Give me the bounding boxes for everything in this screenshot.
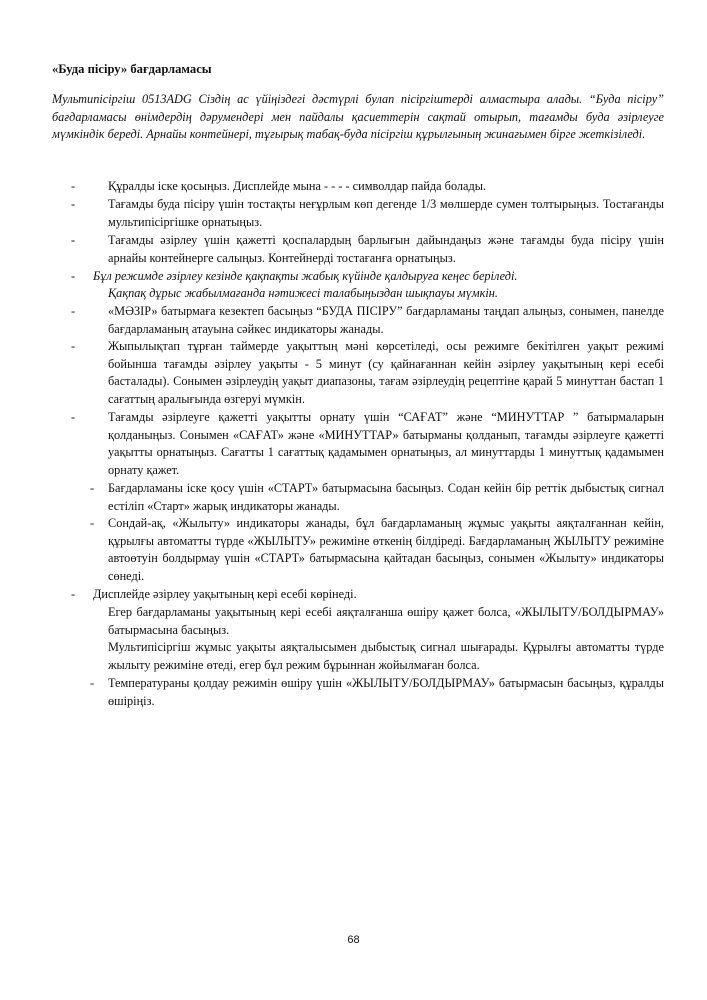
section-title: «Буда пісіру» бағдарламасы bbox=[52, 62, 212, 76]
list-item-note bbox=[108, 285, 664, 303]
list-dash: - bbox=[90, 516, 95, 530]
list-item-text: Температураны қолдау режимін өшіру үшін «ЖЫЛЫТУ/БОЛДЫРМАУ» батырмасын басыңыз, құралды өшіріңіз. bbox=[108, 676, 664, 708]
list-dash: - bbox=[71, 410, 76, 424]
list-item-text: Бұл режимде әзірлеу кезінде қақпақты жабық күйінде қалдыруға кеңес беріледі. bbox=[93, 269, 518, 283]
intro-paragraph: Мультипісіргіш 0513ADG Сіздің ас үйіңіздегі дәстүрлі булап пісіргіштерді алмастыра алады. “Буда пісіру” бағдарламасы өнімдердің дәрумендері мен пайдалы қасиеттерін сақтай отырып, тағамды буда әзірлеуге мүмкіндік береді. Арнайы контейнері, тұғырық табақ-буда пісіргіш құрылғының жинағымен бірге жеткізіледі. bbox=[52, 92, 664, 141]
list-item bbox=[71, 338, 664, 409]
list-dash: - bbox=[71, 269, 76, 283]
list-dash: - bbox=[90, 481, 95, 495]
page-number: 68 bbox=[347, 934, 360, 946]
list-item-text: Сондай-ақ, «Жылыту» индикаторы жанады, бұл бағдарламаның жұмыс уақыты аяқталғаннан кейін, құрылғы автоматты түрде «ЖЫЛЫТУ» режиміне өткенің білдіреді. Бағдарламаның ЖЫЛЫТУ режиміне автоөтуін болдырмау үшін «СТАРТ» батырмасына қайтадан басыңыз, сонымен «Жылыту» индикаторы сөнеді. bbox=[108, 516, 664, 584]
list-item-text: Жыпылықтап тұрған таймерде уақыттың мәні көрсетіледі, осы режимге бекітілген уақыт режимі бойынша тағамды әзірлеу уақыты - 5 минут (су қайнағаннан кейін әзірлеу уақытының кері есебі басталады). Сонымен әзірлеудің уақыт диапазоны, тағам әзірлеудің рецептіне қарай 5 минуттан бастап 1 сағаттың аралығында өзгеруі мүмкін. bbox=[108, 339, 664, 407]
list-item bbox=[71, 409, 664, 480]
list-item bbox=[90, 515, 664, 586]
list-dash: - bbox=[71, 304, 76, 318]
list-item-note: Егер бағдарламаны уақытының кері есебі аяқталғанша өшіру қажет болса, «ЖЫЛЫТУ/БОЛДЫРМАУ» батырмасына басыңыз. bbox=[108, 605, 664, 637]
list-item-note: Мультипісіргіш жұмыс уақыты аяқталысымен дыбыстық сигнал шығарады. Құрылғы автоматты түрде жылыту режиміне өтеді, егер бұл режим бұрыннан жойылмаған болса. bbox=[108, 640, 664, 672]
list-item-text: Тағамды әзірлеу үшін қажетті қоспалардың барлығын дайындаңыз және тағамды буда пісіру үшін арнайы контейнерге салыңыз. Контейнерді тостағанға орнатыңыз. bbox=[108, 233, 664, 265]
list-item bbox=[71, 178, 664, 196]
list-item bbox=[71, 232, 664, 267]
list-dash: - bbox=[71, 339, 76, 353]
list-item-text: Бағдарламаны іске қосу үшін «СТАРТ» батырмасына басыңыз. Содан кейін бір реттік дыбыстық сигнал естіліп «Старт» жарық индикаторы жанады. bbox=[108, 481, 664, 513]
list-item bbox=[71, 586, 664, 604]
list-item-text: Тағамды буда пісіру үшін тостақты неғұрлым көп дегенде 1/3 мөлшерде сумен толтырыңыз. Тостағанды мультипісіргішке орнатыңыз. bbox=[108, 197, 664, 229]
list-item bbox=[90, 675, 664, 710]
list-dash: - bbox=[90, 676, 95, 690]
list-item-text: Дисплейде әзірлеу уақытының кері есебі көрінеді. bbox=[93, 587, 357, 601]
list-dash: - bbox=[71, 179, 76, 193]
list-item bbox=[71, 268, 664, 286]
list-dash: - bbox=[71, 587, 76, 601]
list-item bbox=[71, 196, 664, 231]
list-item-text: Құралды іске қосыңыз. Дисплейде мына - - - - символдар пайда болады. bbox=[108, 179, 487, 193]
list-item bbox=[71, 303, 664, 338]
list-dash: - bbox=[71, 233, 76, 247]
list-item-text: Қақпақ дұрыс жабылмағанда нәтижесі талабыңыздан шықпауы мүмкін. bbox=[108, 286, 498, 300]
list-item-text: «МӘЗІР» батырмаға кезектеп басыңыз “БУДА ПІСІРУ” бағдарламаны таңдап алыңыз, сонымен, панелде бағдарламаның атауына сәйкес индикаторы жанады. bbox=[108, 304, 664, 336]
list-item bbox=[90, 480, 664, 515]
list-dash: - bbox=[71, 197, 76, 211]
list-item-text: Тағамды әзірлеуге қажетті уақытты орнату үшін “САҒАТ” және “МИНУТТАР ” батырмаларын қолданыңыз. Сонымен «САҒАТ» және «МИНУТТАР» батырманы қолданып, тағамды әзірлеуге қажетті уақытты орнатыңыз. Сағатты 1 сағаттық қадамымен орнатыңыз, ал минуттарды 1 минуттық қадамымен орнату қажет. bbox=[108, 410, 664, 478]
